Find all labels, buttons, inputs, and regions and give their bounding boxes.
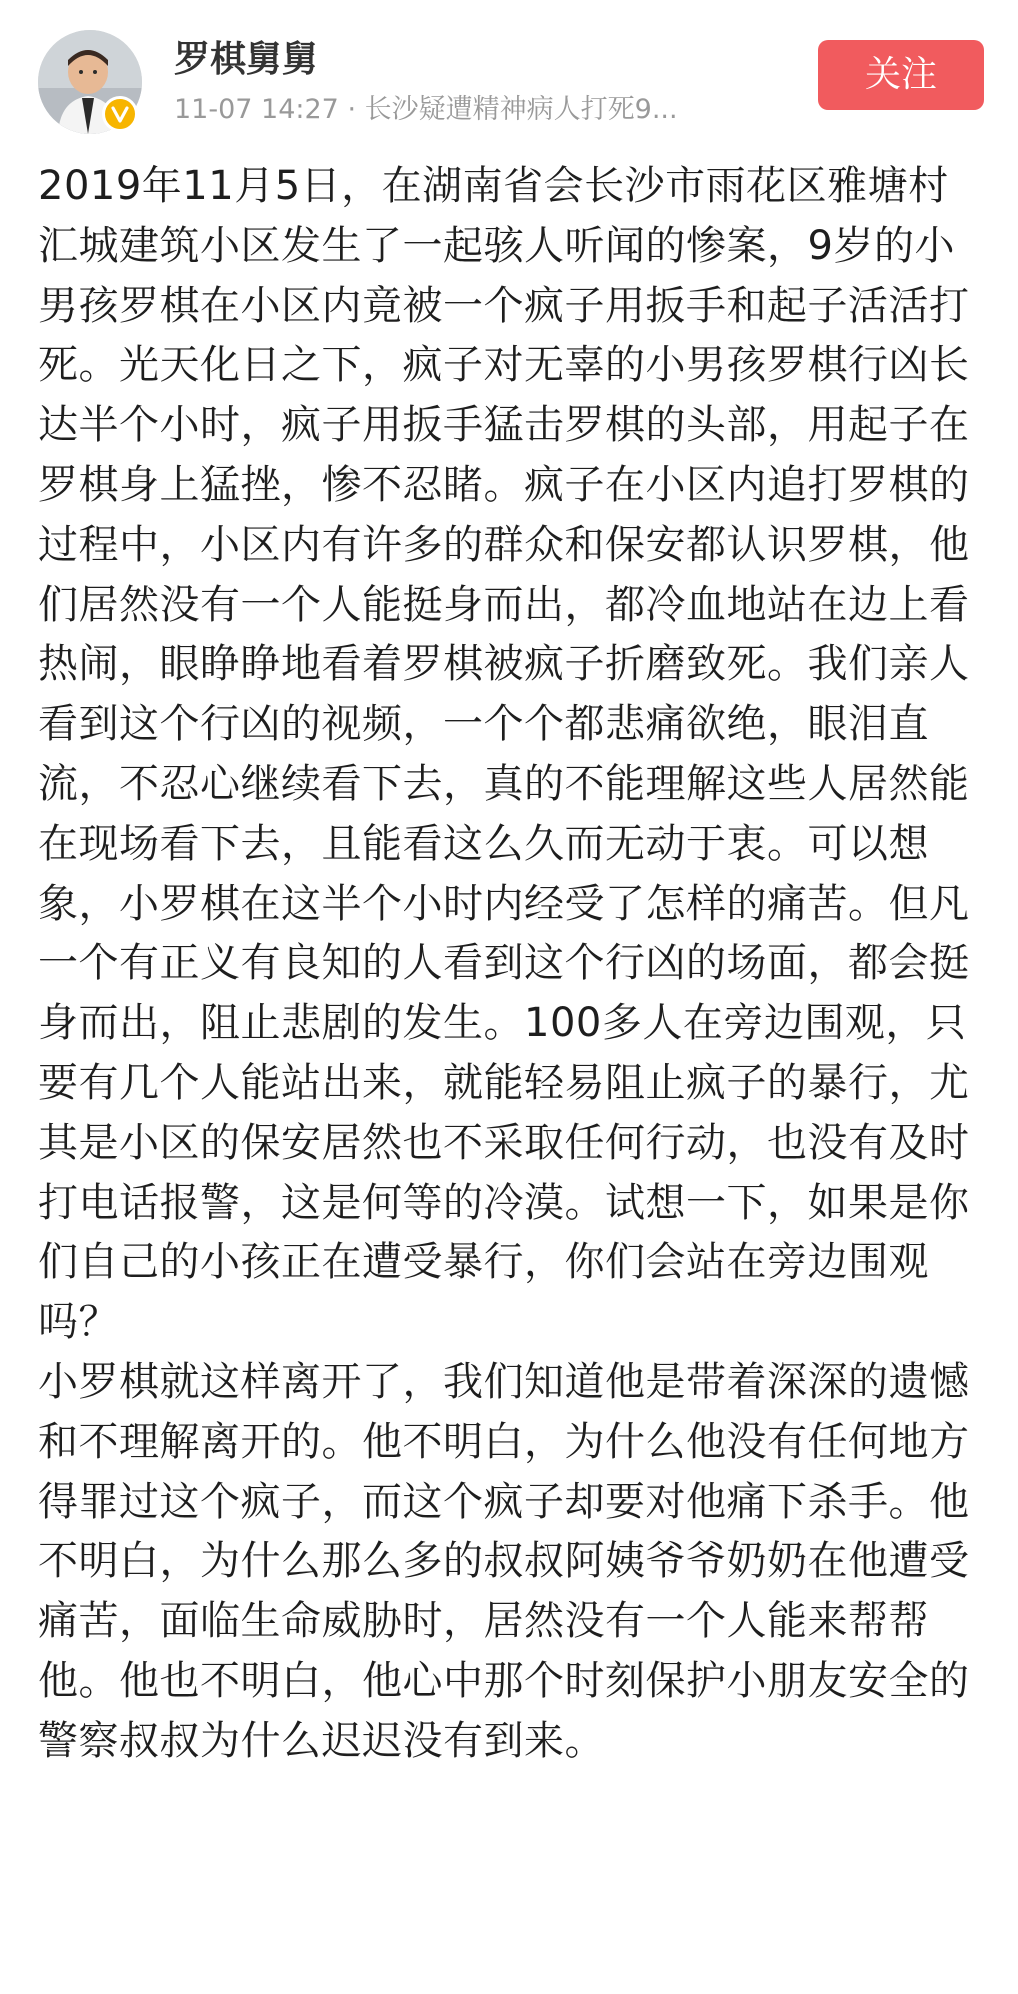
follow-button[interactable]: 关注 bbox=[818, 40, 984, 110]
post-header bbox=[0, 0, 1018, 150]
post-paragraph-1: 2019年11月5日，在湖南省会长沙市雨花区雅塘村汇城建筑小区发生了一起骇人听闻的惨案，9岁的小男孩罗棋在小区内竟被一个疯子用扳手和起子活活打死。光天化日之下，疯子对无辜的小男孩罗棋行凶长达半个小时，疯子用扳手猛击罗棋的头部，用起子在罗棋身上猛挫，惨不忍睹。疯子在小区内追打罗棋的过程中，小区内有许多的群众和保安都认识罗棋，他们居然没有一个人能挺身而出，都冷血地站在边上看热闹，眼睁睁地看着罗棋被疯子折磨致死。我们亲人看到这个行凶的视频，一个个都悲痛欲绝，眼泪直流，不忍心继续看下去，真的不能理解这些人居然能在现场看下去，且能看这么久而无动于衷。可以想象，小罗棋在这半个小时内经受了怎样的痛苦。但凡一个有正义有良知的人看到这个行凶的场面，都会挺身而出，阻止悲剧的发生。100多人在旁边围观，只要有几个人能站出来，就能轻易阻止疯子的暴行，尤其是小区的保安居然也不采取任何行动，也没有及时打电话报警，这是何等的冷漠。试想一下，如果是你们自己的小孩正在遭受暴行，你们会站在旁边围观吗？ bbox=[38, 163, 970, 1346]
check-v-icon bbox=[105, 99, 135, 129]
post-meta bbox=[174, 92, 774, 128]
post-body bbox=[38, 157, 984, 1772]
user-name[interactable]: 罗棋舅舅 bbox=[174, 39, 319, 80]
meta-separator: · bbox=[347, 94, 357, 125]
post-topic[interactable]: 长沙疑遭精神病人打死9... bbox=[364, 94, 678, 125]
post-timestamp: 11-07 14:27 bbox=[174, 94, 339, 125]
post-paragraph-2: 小罗棋就这样离开了，我们知道他是带着深深的遗憾和不理解离开的。他不明白，为什么他没有任何地方得罪过这个疯子，而这个疯子却要对他痛下杀手。他不明白，为什么那么多的叔叔阿姨爷爷奶奶在他遭受痛苦，面临生命威胁时，居然没有一个人能来帮帮他。他也不明白，他心中那个时刻保护小朋友安全的警察叔叔为什么迟迟没有到来。 bbox=[38, 1358, 970, 1764]
verified-badge-icon bbox=[102, 96, 138, 132]
